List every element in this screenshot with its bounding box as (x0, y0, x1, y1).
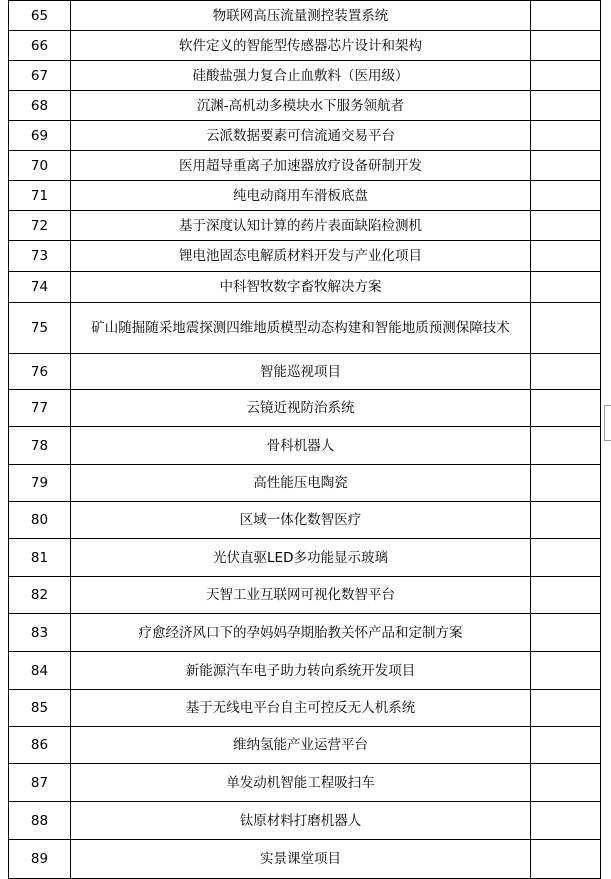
row-number-cell: 86 (9, 727, 71, 764)
project-name-cell: 云镜近视防治系统 (71, 390, 531, 427)
extra-cell (531, 31, 601, 61)
project-name-cell: 基于无线电平台自主可控反无人机系统 (71, 690, 531, 727)
extra-cell (531, 577, 601, 614)
table-row (9, 303, 601, 354)
extra-cell (531, 91, 601, 121)
row-number-cell: 80 (9, 502, 71, 539)
project-name-cell: 光伏直驱LED多功能显示玻璃 (71, 539, 531, 577)
project-name-cell: 软件定义的智能型传感器芯片设计和架构 (71, 31, 531, 61)
extra-cell (531, 652, 601, 690)
table-row (9, 802, 601, 840)
table-row (9, 727, 601, 764)
row-number-cell: 66 (9, 31, 71, 61)
project-name-cell: 纯电动商用车滑板底盘 (71, 181, 531, 211)
project-name-cell: 基于深度认知计算的药片表面缺陷检测机 (71, 211, 531, 241)
table-row (9, 354, 601, 390)
extra-cell (531, 272, 601, 303)
extra-cell (531, 181, 601, 211)
project-name-cell: 新能源汽车电子助力转向系统开发项目 (71, 652, 531, 690)
table-row (9, 652, 601, 690)
table-row (9, 241, 601, 272)
extra-cell (531, 303, 601, 354)
table-row (9, 502, 601, 539)
extra-cell (531, 502, 601, 539)
row-number-cell: 84 (9, 652, 71, 690)
row-number-cell: 75 (9, 303, 71, 354)
table-row (9, 91, 601, 121)
project-name-cell: 钛原材料打磨机器人 (71, 802, 531, 840)
table-row (9, 272, 601, 303)
table-row (9, 61, 601, 91)
project-name-cell: 中科智牧数字畜牧解决方案 (71, 272, 531, 303)
extra-cell (531, 241, 601, 272)
row-number-cell: 85 (9, 690, 71, 727)
project-name-cell: 天智工业互联网可视化数智平台 (71, 577, 531, 614)
project-name-cell: 疗愈经济风口下的孕妈妈孕期胎教关怀产品和定制方案 (71, 614, 531, 652)
table-row (9, 539, 601, 577)
row-number-cell: 73 (9, 241, 71, 272)
row-number-cell: 81 (9, 539, 71, 577)
row-number-cell: 72 (9, 211, 71, 241)
table-row (9, 211, 601, 241)
row-number-cell: 77 (9, 390, 71, 427)
extra-cell (531, 151, 601, 181)
extra-cell (531, 121, 601, 151)
project-name-cell: 沉渊-高机动多模块水下服务领航者 (71, 91, 531, 121)
extra-cell (531, 465, 601, 502)
project-table (8, 0, 601, 879)
extra-cell (531, 690, 601, 727)
extra-cell (531, 1, 601, 31)
table-row (9, 465, 601, 502)
table-row (9, 840, 601, 879)
extra-cell (531, 764, 601, 802)
row-number-cell: 67 (9, 61, 71, 91)
table-row (9, 577, 601, 614)
row-number-cell: 71 (9, 181, 71, 211)
row-number-cell: 83 (9, 614, 71, 652)
table-row (9, 614, 601, 652)
extra-cell (531, 390, 601, 427)
row-number-cell: 74 (9, 272, 71, 303)
project-name-cell: 高性能压电陶瓷 (71, 465, 531, 502)
project-name-cell: 实景课堂项目 (71, 840, 531, 879)
table-row (9, 427, 601, 465)
table-row (9, 31, 601, 61)
extra-cell (531, 211, 601, 241)
table-row (9, 121, 601, 151)
project-name-cell: 区域一体化数智医疗 (71, 502, 531, 539)
extra-cell (531, 614, 601, 652)
row-number-cell: 68 (9, 91, 71, 121)
project-name-cell: 维纳氢能产业运营平台 (71, 727, 531, 764)
project-name-cell: 矿山随掘随采地震探测四维地质模型动态构建和智能地质预测保障技术 (71, 303, 531, 354)
row-number-cell: 78 (9, 427, 71, 465)
extra-cell (531, 354, 601, 390)
project-name-cell: 骨科机器人 (71, 427, 531, 465)
extra-cell (531, 539, 601, 577)
project-name-cell: 医用超导重离子加速器放疗设备研制开发 (71, 151, 531, 181)
project-name-cell: 硅酸盐强力复合止血敷料（医用级） (71, 61, 531, 91)
project-name-cell: 单发动机智能工程吸扫车 (71, 764, 531, 802)
table-row (9, 1, 601, 31)
table-body (9, 1, 601, 879)
table-row (9, 151, 601, 181)
project-name-cell: 锂电池固态电解质材料开发与产业化项目 (71, 241, 531, 272)
row-number-cell: 65 (9, 1, 71, 31)
row-number-cell: 87 (9, 764, 71, 802)
row-number-cell: 79 (9, 465, 71, 502)
row-number-cell: 70 (9, 151, 71, 181)
row-number-cell: 76 (9, 354, 71, 390)
project-name-cell: 智能巡视项目 (71, 354, 531, 390)
table-row (9, 181, 601, 211)
table-row (9, 690, 601, 727)
extra-cell (531, 61, 601, 91)
table-row (9, 764, 601, 802)
row-number-cell: 82 (9, 577, 71, 614)
table-row (9, 390, 601, 427)
row-number-cell: 88 (9, 802, 71, 840)
extra-cell (531, 727, 601, 764)
extra-cell (531, 840, 601, 879)
row-number-cell: 69 (9, 121, 71, 151)
extra-cell (531, 427, 601, 465)
extra-cell (531, 802, 601, 840)
project-name-cell: 云派数据要素可信流通交易平台 (71, 121, 531, 151)
project-name-cell: 物联网高压流量测控装置系统 (71, 1, 531, 31)
scrollbar-handle[interactable] (604, 405, 611, 441)
row-number-cell: 89 (9, 840, 71, 879)
